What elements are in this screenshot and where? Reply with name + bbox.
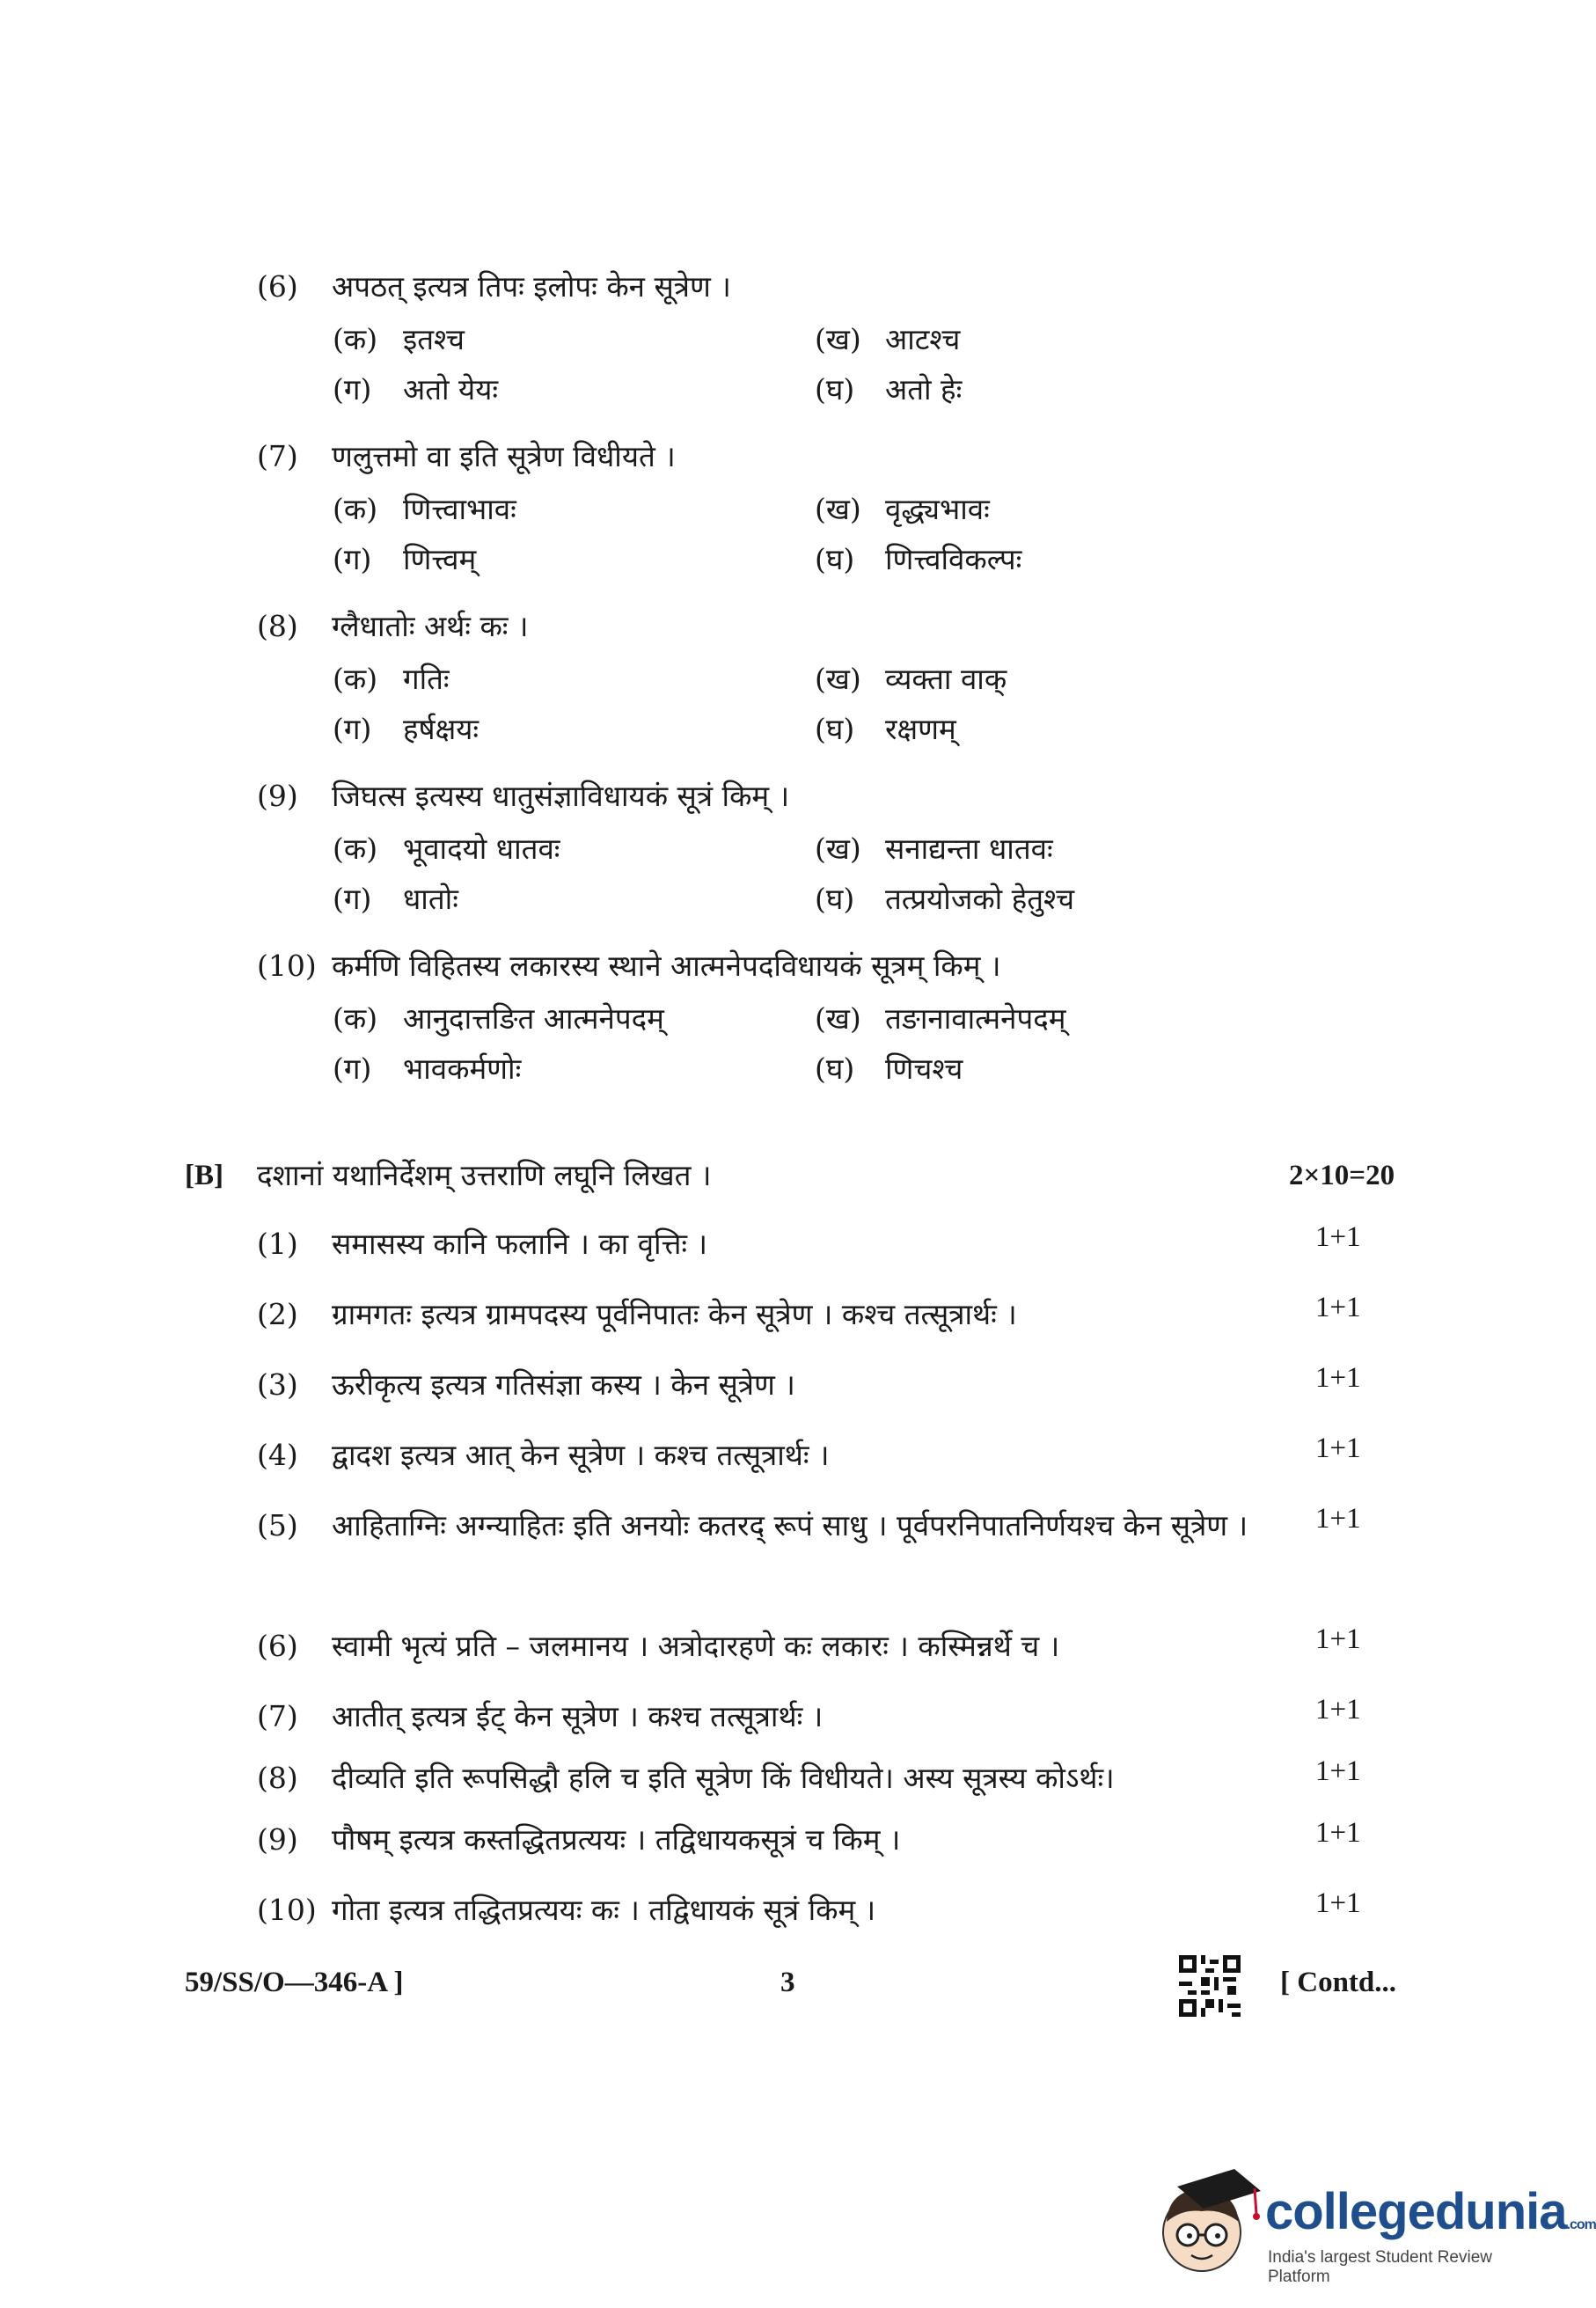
page-number: 3 <box>780 1967 795 1998</box>
question-text: स्वामी भृत्यं प्रति – जलमानय । अत्रोदारहणे कः लकारः । कस्मिन्नर्थे च । <box>332 1629 1060 1663</box>
option: (घ) णित्त्वविकल्पः <box>815 542 1022 576</box>
contd-label: [ Contd... <box>1280 1967 1397 1998</box>
question-number: (6) <box>257 269 298 304</box>
option: (घ) अतो हेः <box>815 372 963 407</box>
question-marks: 1+1 <box>1315 1432 1361 1464</box>
question <box>257 268 731 306</box>
question-text: ग्लैधातोः अर्थः कः । <box>332 609 529 643</box>
question-marks: 1+1 <box>1315 1694 1361 1726</box>
question-number: (5) <box>257 1508 298 1542</box>
question <box>257 1814 1326 1865</box>
question-number: (10) <box>257 1893 317 1927</box>
question-marks: 1+1 <box>1315 1362 1361 1394</box>
section-marks: 2×10=20 <box>1289 1160 1395 1191</box>
question-text: अपठत् इत्यत्र तिपः इलोपः केन सूत्रेण । <box>332 269 731 304</box>
option: (घ) तत्प्रयोजको हेतुश्च <box>815 882 1075 916</box>
question-text: द्वादश इत्यत्र आत् केन सूत्रेण । कश्च तत्सूत्रार्थः । <box>332 1438 830 1472</box>
question-marks: 1+1 <box>1315 1817 1361 1849</box>
option: (ग) धातोः <box>333 882 458 916</box>
student-mascot-icon <box>1151 2160 1265 2283</box>
option: (ख) तङानावात्मनेपदम् <box>815 1001 1066 1036</box>
brand-name: collegedunia.com <box>1265 2183 1596 2240</box>
question-number: (10) <box>257 949 317 983</box>
question-text: णलुत्तमो वा इति सूत्रेण विधीयते । <box>332 439 676 473</box>
option: (क) गतिः <box>333 662 450 696</box>
question-number: (4) <box>257 1438 298 1472</box>
option: (ख) वृद्ध्यभावः <box>815 492 990 526</box>
question-number: (2) <box>257 1297 298 1331</box>
option: (क) णित्त्वाभावः <box>333 492 516 526</box>
option: (ख) व्यक्ता वाक् <box>815 662 1007 696</box>
question-number: (8) <box>257 1761 298 1795</box>
question-text: गोता इत्यत्र तद्धितप्रत्ययः कः । तद्विधायकं सूत्रं किम् । <box>332 1893 876 1927</box>
question-number: (7) <box>257 439 298 473</box>
question <box>257 948 1000 985</box>
question <box>257 1885 1326 1936</box>
collegedunia-logo <box>1151 2156 1596 2288</box>
question-text: कर्मणि विहितस्य लकारस्य स्थाने आत्मनेपदविधायकं सूत्रम् किम् । <box>332 949 1001 983</box>
question <box>257 608 528 646</box>
question-text: दीव्यति इति रूपसिद्धौ हलि च इति सूत्रेण किं विधीयते। अस्य सूत्रस्य कोऽर्थः। <box>332 1761 1115 1795</box>
question-text: ऊरीकृत्य इत्यत्र गतिसंज्ञा कस्य । केन सूत्रेण । <box>332 1367 795 1402</box>
question-number: (3) <box>257 1367 298 1402</box>
question <box>257 1430 1326 1481</box>
question <box>257 778 789 816</box>
question-text: समासस्य कानि फलानि । का वृत्तिः । <box>332 1227 708 1261</box>
paper-code: 59/SS/O—346-A ] <box>185 1967 404 1998</box>
question-marks: 1+1 <box>1315 1623 1361 1655</box>
question <box>257 438 676 476</box>
question-marks: 1+1 <box>1315 1887 1361 1919</box>
option: (ग) अतो येयः <box>333 372 499 407</box>
question <box>257 1289 1326 1340</box>
question-marks: 1+1 <box>1315 1503 1361 1535</box>
option: (ग) भावकर्मणोः <box>333 1051 522 1086</box>
question-number: (1) <box>257 1227 298 1261</box>
question-text: ग्रामगतः इत्यत्र ग्रामपदस्य पूर्वनिपातः केन सूत्रेण । कश्च तत्सूत्रार्थः । <box>332 1297 1017 1331</box>
option: (क) इतश्च <box>333 322 465 356</box>
question <box>257 1219 1326 1270</box>
question <box>257 1500 1326 1551</box>
section-heading: दशानां यथानिर्देशम् उत्तराणि लघूनि लिखत । <box>257 1158 712 1192</box>
question-marks: 1+1 <box>1315 1221 1361 1253</box>
question-text: पौषम् इत्यत्र कस्तद्धितप्रत्ययः । तद्विधायकसूत्रं च किम् । <box>332 1822 901 1857</box>
option: (ग) णित्त्वम् <box>333 542 477 576</box>
option: (ग) हर्षक्षयः <box>333 712 480 746</box>
option: (ख) सनाद्यन्ता धातवः <box>815 832 1053 866</box>
question-number: (6) <box>257 1629 298 1663</box>
question-number: (8) <box>257 609 298 643</box>
question-marks: 1+1 <box>1315 1755 1361 1787</box>
question-text: जिघत्स इत्यस्य धातुसंज्ञाविधायकं सूत्रं किम् । <box>332 779 790 813</box>
question-number: (9) <box>257 779 298 813</box>
option: (घ) रक्षणम् <box>815 712 956 746</box>
question <box>257 1359 1326 1410</box>
option: (घ) णिचश्च <box>815 1051 963 1086</box>
question-number: (9) <box>257 1822 298 1857</box>
option: (क) भूवादयो धातवः <box>333 832 560 866</box>
section-label: [B] <box>185 1160 223 1191</box>
option: (ख) आटश्च <box>815 322 961 356</box>
qr-code-icon <box>1179 1955 1241 2017</box>
question-marks: 1+1 <box>1315 1292 1361 1323</box>
question-text: आतीत् इत्यत्र ईट् केन सूत्रेण । कश्च तत्सूत्रार्थः । <box>332 1699 824 1733</box>
brand-tagline: India's largest Student Review Platform <box>1268 2248 1492 2286</box>
question <box>257 1621 1326 1672</box>
question-number: (7) <box>257 1699 298 1733</box>
option: (क) आनुदात्तङित आत्मनेपदम् <box>333 1001 664 1036</box>
question-text: आहिताग्निः अग्न्याहितः इति अनयोः कतरद् रूपं साधु । पूर्वपरनिपातनिर्णयश्च केन सूत्रेण । <box>332 1508 1248 1542</box>
question <box>257 1753 1326 1804</box>
question <box>257 1691 1326 1742</box>
